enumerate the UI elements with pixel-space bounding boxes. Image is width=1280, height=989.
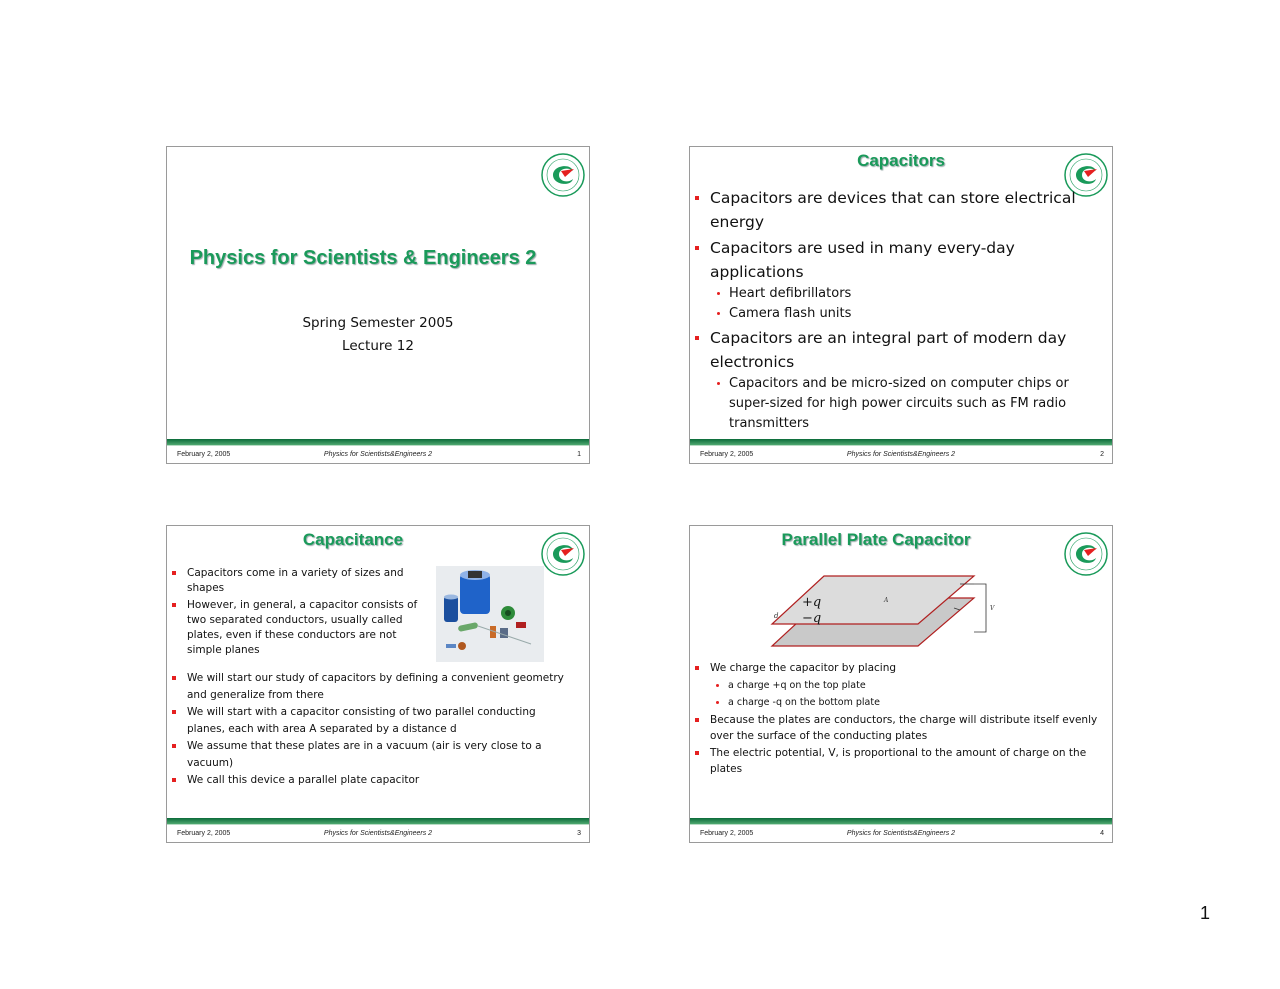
- slide-footer: [167, 439, 589, 463]
- slide-number: 1: [577, 451, 581, 458]
- footer-date: February 2, 2005: [700, 830, 754, 837]
- slide-title: Parallel Plate Capacitor: [781, 530, 971, 549]
- bullet-item: The electric potential, V, is proportional to the amount of charge on the plates: [710, 745, 1098, 778]
- parallel-plate-diagram: [764, 570, 1020, 650]
- slide-title: Capacitors: [857, 151, 945, 170]
- bullet-item: Capacitors are used in many every-day applications Heart defibrillators Camera flash units: [710, 237, 1104, 324]
- footer-course: Physics for Scientists&Engineers 2: [323, 451, 433, 458]
- university-seal-icon: [1064, 532, 1108, 576]
- slide-3: [166, 525, 590, 843]
- slide-4: [689, 525, 1113, 843]
- bullet-item: We will start with a capacitor consisting of two parallel conducting planes, each with area A separated by a distance d: [187, 704, 569, 738]
- bullet-item: Capacitors come in a variety of sizes and shapes: [187, 566, 433, 596]
- footer-course: Physics for Scientists&Engineers 2: [323, 830, 433, 837]
- slide-number: 3: [577, 830, 581, 837]
- bullet-list: [187, 670, 569, 789]
- slide-title: Capacitance: [302, 530, 404, 549]
- sub-bullet-item: Capacitors and be micro-sized on computer chips or super-sized for high power circuits such as FM radio transmitters: [729, 374, 1104, 434]
- university-seal-icon: [541, 153, 585, 197]
- bullet-item: Capacitors are devices that can store electrical energy: [710, 187, 1104, 234]
- sub-bullet-item: Heart defibrillators: [729, 284, 1104, 304]
- bullet-item: We charge the capacitor by placing a charge +q on the top plate a charge -q on the bottom plate: [710, 660, 1098, 712]
- footer-course: Physics for Scientists&Engineers 2: [846, 451, 956, 458]
- bullet-list: [710, 660, 1098, 778]
- sub-bullet-item: a charge +q on the top plate: [728, 677, 1098, 695]
- university-seal-icon: [541, 532, 585, 576]
- bullet-list: [187, 566, 433, 660]
- footer-date: February 2, 2005: [700, 451, 754, 458]
- semester-label: Spring Semester 2005: [302, 315, 454, 331]
- bullet-item: Capacitors are an integral part of modern day electronics Capacitors and be micro-sized on computer chips or super-sized for high power circuits such as FM radio transmitters: [710, 327, 1104, 434]
- capacitors-photo-icon: [436, 566, 544, 662]
- distance-label: d: [774, 612, 779, 620]
- bullet-item: We will start our study of capacitors by defining a convenient geometry and generalize from there: [187, 670, 569, 704]
- slide-number: 2: [1100, 451, 1104, 458]
- sub-bullet-item: a charge -q on the bottom plate: [728, 694, 1098, 712]
- slide-2: [689, 146, 1113, 464]
- slide-number: 4: [1100, 830, 1104, 837]
- slide-footer: [690, 439, 1112, 463]
- footer-course: Physics for Scientists&Engineers 2: [846, 830, 956, 837]
- bullet-item: Because the plates are conductors, the charge will distribute itself evenly over the surface of the conducting plates: [710, 712, 1098, 745]
- voltage-label: V: [990, 605, 995, 612]
- lecture-label: Lecture 12: [342, 338, 414, 354]
- slide-1: [166, 146, 590, 464]
- slide-footer: [167, 818, 589, 842]
- bullet-item: However, in general, a capacitor consists of two separated conductors, usually called plates, even if these conductors are not simple planes: [187, 598, 433, 658]
- bullet-list: [710, 187, 1104, 437]
- slide-footer: [690, 818, 1112, 842]
- slide-title: Physics for Scientists & Engineers 2: [189, 247, 537, 269]
- plus-q-label: +q: [802, 595, 822, 610]
- area-label: A: [884, 597, 889, 604]
- footer-date: February 2, 2005: [177, 451, 231, 458]
- footer-date: February 2, 2005: [177, 830, 231, 837]
- bullet-item: We assume that these plates are in a vacuum (air is very close to a vacuum): [187, 738, 569, 772]
- bullet-item: We call this device a parallel plate capacitor: [187, 772, 569, 789]
- minus-q-label: −q: [802, 611, 822, 626]
- page-number: 1: [1199, 903, 1210, 923]
- sub-bullet-item: Camera flash units: [729, 304, 1104, 324]
